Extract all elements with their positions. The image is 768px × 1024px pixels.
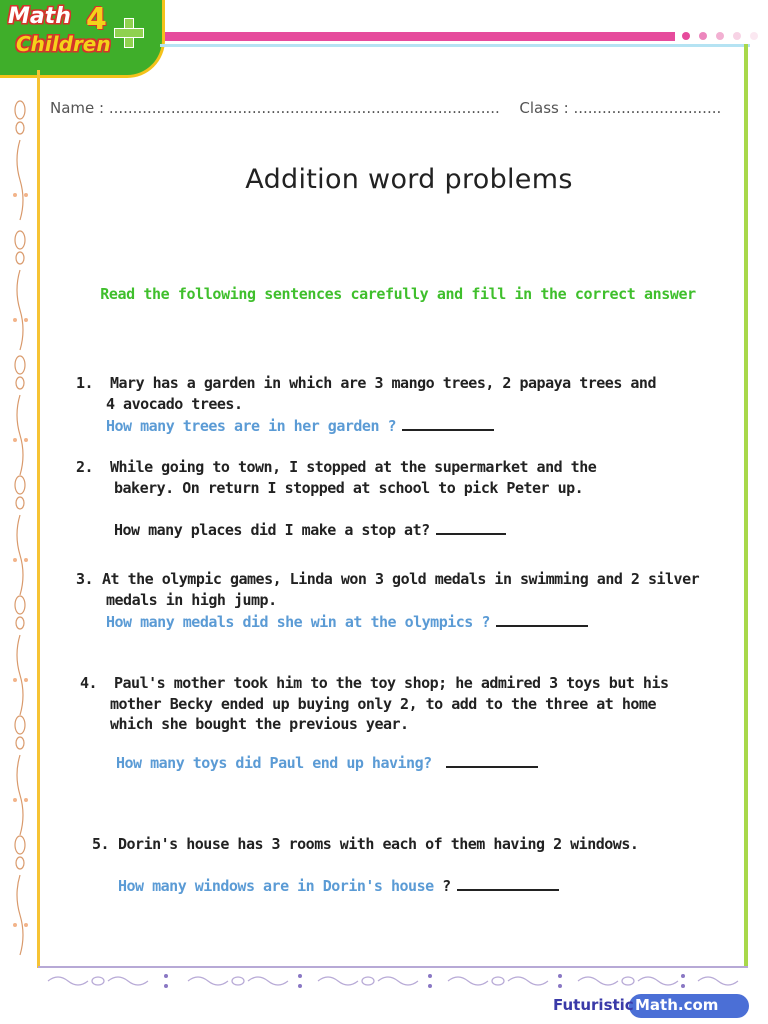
dot-icon bbox=[699, 32, 707, 40]
logo-math-text: Math bbox=[8, 4, 71, 29]
question-4-ask bbox=[116, 752, 538, 772]
question-2-ask bbox=[114, 519, 506, 539]
left-ornament bbox=[0, 80, 36, 980]
page-title: Addition word problems bbox=[245, 164, 573, 195]
question-5-ask-text: How many windows are in Dorin's house bbox=[118, 877, 434, 895]
question-4-number: 4. bbox=[80, 674, 98, 692]
brand-text-part1: Futuristic bbox=[553, 996, 634, 1014]
question-5-ask-mark: ? bbox=[442, 877, 451, 895]
dot-icon bbox=[716, 32, 724, 40]
question-3-ask bbox=[106, 611, 588, 631]
question-1-line-1: Mary has a garden in which are 3 mango trees, 2 papaya trees and bbox=[110, 374, 656, 392]
question-1-ask bbox=[106, 415, 494, 435]
name-field-label[interactable]: Name : .................................................................................. bbox=[50, 99, 500, 117]
brand-text-part2: Math.com bbox=[635, 996, 719, 1014]
question-2-ask-text: How many places did I make a stop at? bbox=[114, 521, 430, 539]
question-5-number: 5. bbox=[92, 835, 110, 853]
question-4-ask-text: How many toys did Paul end up having? bbox=[116, 754, 432, 772]
question-3-line-2: medals in high jump. bbox=[106, 591, 277, 609]
answer-blank-5[interactable] bbox=[457, 875, 559, 891]
question-1-number: 1. bbox=[76, 374, 94, 392]
bottom-frame-line bbox=[38, 966, 748, 968]
class-field-label[interactable]: Class : ............................... bbox=[519, 99, 722, 117]
question-4-line-1: Paul's mother took him to the toy shop; he admired 3 toys but his bbox=[114, 674, 669, 692]
question-5-line-1: Dorin's house has 3 rooms with each of them having 2 windows. bbox=[118, 835, 639, 853]
logo-number: 4 bbox=[86, 2, 107, 37]
question-3-ask-text: How many medals did she win at the olympics ? bbox=[106, 613, 490, 631]
math-children-logo bbox=[0, 0, 165, 78]
dot-icon bbox=[750, 32, 758, 40]
left-frame-line bbox=[37, 70, 40, 968]
question-3-line-1: At the olympic games, Linda won 3 gold medals in swimming and 2 silver bbox=[102, 570, 700, 588]
instructions: Read the following sentences carefully and fill in the correct answer bbox=[100, 285, 696, 303]
question-3-number: 3. bbox=[76, 570, 94, 588]
logo-children-text: Children bbox=[16, 32, 111, 56]
answer-blank-4[interactable] bbox=[446, 752, 538, 768]
question-1-ask-text: How many trees are in her garden ? bbox=[106, 417, 397, 435]
answer-blank-1[interactable] bbox=[402, 415, 494, 431]
dot-icon bbox=[733, 32, 741, 40]
top-pink-bar bbox=[165, 32, 675, 41]
footer-brand[interactable] bbox=[553, 994, 749, 1018]
question-2-line-2: bakery. On return I stopped at school to pick Peter up. bbox=[114, 479, 584, 497]
question-4-line-3: which she bought the previous year. bbox=[110, 715, 409, 733]
top-cyan-bar bbox=[160, 44, 750, 47]
question-5-ask bbox=[118, 875, 559, 895]
question-4-line-2: mother Becky ended up buying only 2, to add to the three at home bbox=[110, 695, 656, 713]
answer-blank-3[interactable] bbox=[496, 611, 588, 627]
top-dots bbox=[682, 32, 758, 40]
question-1-line-2: 4 avocado trees. bbox=[106, 395, 243, 413]
plus-icon bbox=[114, 18, 144, 48]
bottom-ornament bbox=[38, 970, 748, 992]
dot-icon bbox=[682, 32, 690, 40]
question-2-number: 2. bbox=[76, 458, 94, 476]
name-class-row bbox=[50, 99, 740, 117]
answer-blank-2[interactable] bbox=[436, 519, 506, 535]
question-2-line-1: While going to town, I stopped at the supermarket and the bbox=[110, 458, 597, 476]
